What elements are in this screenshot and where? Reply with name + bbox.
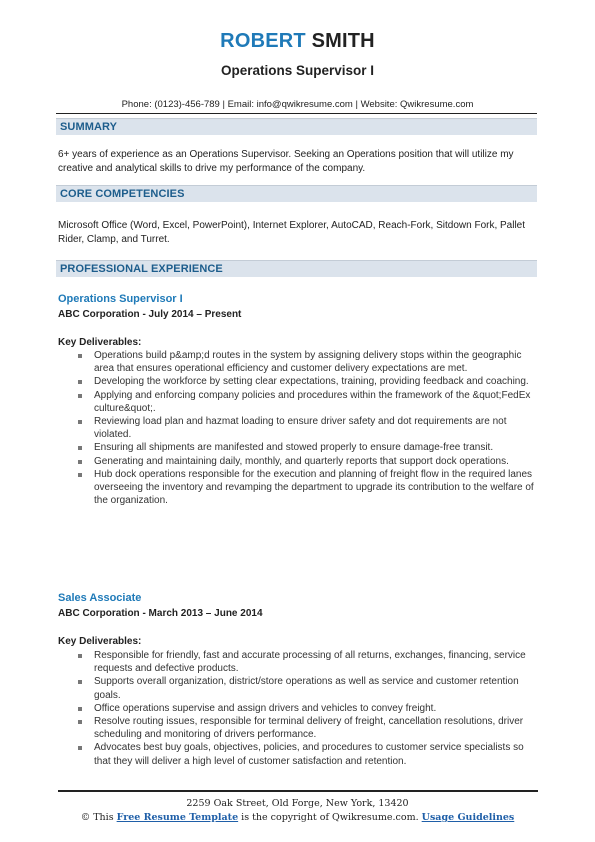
competencies-heading (56, 185, 537, 202)
experience-heading-label: PROFESSIONAL EXPERIENCE (60, 263, 223, 275)
list-item: Office operations supervise and assign drivers and vehicles to convey freight. (78, 702, 538, 715)
bullet-icon (78, 420, 82, 424)
list-item: Supports overall organization, district/store operations as well as service and customer retention goals. (78, 675, 538, 701)
first-name: ROBERT (220, 30, 306, 52)
free-resume-template-link[interactable]: Free Resume Template (116, 812, 239, 823)
bullet-icon (78, 460, 82, 464)
list-item: Hub dock operations responsible for the execution and planning of freight flow in the required lanes overseeing the inventory and revamping the department to upgrade its contribution to the welfare of the organization. (78, 468, 538, 508)
list-item: Reviewing load plan and hazmat loading to ensure driver safety and dot requirements are not violated. (78, 415, 538, 441)
bullet-icon (78, 707, 82, 711)
candidate-name (0, 30, 595, 52)
contact-line: Phone: (0123)-456-789 | Email: info@qwikresume.com | Website: Qwikresume.com (121, 99, 474, 110)
contact-divider (56, 113, 537, 114)
footer-copyright: © This Free Resume Template is the copyright of Qwikresume.com. Usage Guidelines (80, 812, 515, 823)
competencies-heading-label: CORE COMPETENCIES (60, 188, 185, 200)
usage-guidelines-link[interactable]: Usage Guidelines (421, 812, 515, 823)
bullet-icon (78, 394, 82, 398)
list-item: Operations build p&amp;d routes in the system by assigning delivery stops within the geographic area that ensures operational efficiency and customer delivery expectations are met. (78, 349, 538, 375)
bullet-icon (78, 380, 82, 384)
bullet-icon (78, 746, 82, 750)
deliverables-list (78, 349, 538, 507)
key-deliverables-label: Key Deliverables: (58, 636, 142, 647)
summary-heading (56, 118, 537, 135)
list-item: Resolve routing issues, responsible for terminal delivery of freight, cancellation resolutions, driver scheduling and monitoring of drivers performance. (78, 715, 538, 741)
job-company: ABC Corporation - July 2014 – Present (58, 309, 242, 320)
list-item: Developing the workforce by setting clear expectations, training, providing feedback and coaching. (78, 375, 538, 388)
bullet-icon (78, 720, 82, 724)
list-item: Advocates best buy goals, objectives, policies, and procedures to customer service specialists so that they will deliver a high level of customer satisfaction and retention. (78, 741, 538, 767)
footer-divider (58, 790, 538, 792)
list-item: Ensuring all shipments are manifested and stowed properly to ensure damage-free transit. (78, 441, 538, 454)
list-item: Generating and maintaining daily, monthly, and quarterly reports that support dock operations. (78, 455, 538, 468)
summary-heading-label: SUMMARY (60, 121, 118, 133)
job-title: Operations Supervisor I (220, 63, 375, 78)
bullet-icon (78, 680, 82, 684)
summary-text: 6+ years of experience as an Operations Supervisor. Seeking an Operations position that will utilize my creative and analytical skills to drive my performance of the company. (58, 149, 514, 174)
list-item: Responsible for friendly, fast and accurate processing of all returns, exchanges, financing, service requests and defective products. (78, 649, 538, 675)
list-item: Applying and enforcing company policies and procedures within the framework of the &quot;FedEx culture&quot;. (78, 389, 538, 415)
bullet-icon (78, 654, 82, 658)
deliverables-list (78, 649, 538, 768)
key-deliverables-label: Key Deliverables: (58, 337, 142, 348)
job-company: ABC Corporation - March 2013 – June 2014 (58, 608, 263, 619)
experience-heading (56, 260, 537, 277)
bullet-icon (78, 473, 82, 477)
last-name: SMITH (311, 30, 375, 52)
footer-address: 2259 Oak Street, Old Forge, New York, 13420 (186, 798, 409, 809)
job-role: Sales Associate (58, 592, 142, 604)
competencies-text: Microsoft Office (Word, Excel, PowerPoint), Internet Explorer, AutoCAD, Reach-Fork, Sitdown Fork, Pallet Rider, Clamp, and Turret. (58, 220, 526, 245)
bullet-icon (78, 446, 82, 450)
job-role: Operations Supervisor I (58, 293, 183, 305)
bullet-icon (78, 354, 82, 358)
